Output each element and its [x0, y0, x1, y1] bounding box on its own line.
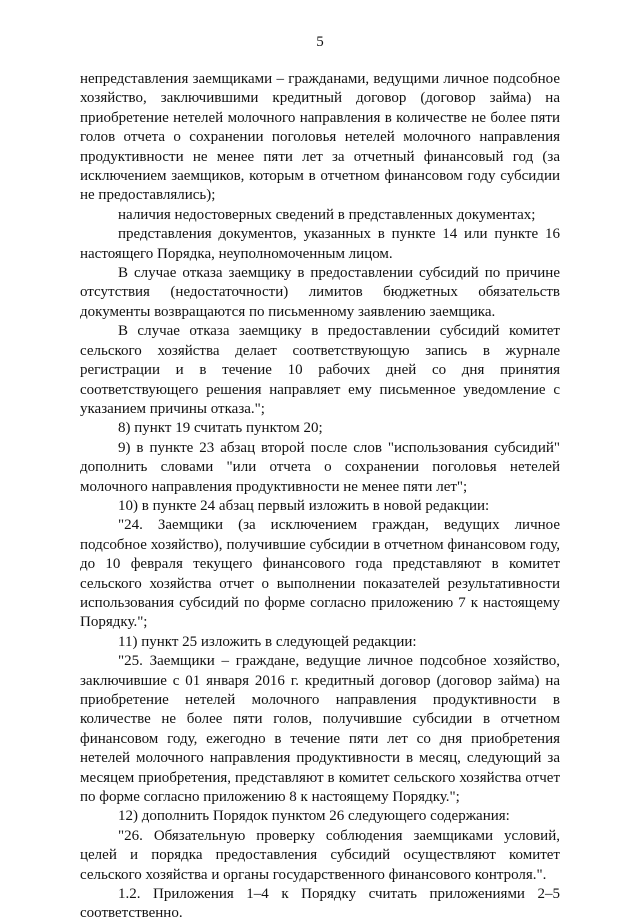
paragraph-13: "26. Обязательную проверку соблюдения заемщиками условий, целей и порядка предоставления субсидий осуществляют комитет сельского хозяйства и органы государственного финансового контроля.".: [80, 827, 560, 883]
paragraph-14: 1.2. Приложения 1–4 к Порядку считать приложениями 2–5 соответственно.: [80, 886, 560, 922]
paragraph-12: 12) дополнить Порядок пунктом 26 следующего содержания:: [118, 808, 510, 825]
paragraph-9: "24. Заемщики (за исключением граждан, ведущих личное подсобное хозяйство), получившие субсидии в отчетном финансовом году, до 10 февраля текущего финансового года представляют в комитет сельского хозяйства отчет о выполнении показателей результативности использования субсидий по форме согласно приложению 7 к настоящему Порядку.";: [80, 517, 560, 631]
page-number: 5: [316, 34, 324, 50]
paragraph-11: "25. Заемщики – граждане, ведущие личное подсобное хозяйство, заключившие с 01 января 2016 г. кредитный договор (договор займа) на приобретение нетелей молочного направления продуктивности в количестве не более пяти голов, получившие субсидии в отчетном финансовом году, ежегодно в течение пяти лет со дня приобретения нетелей молочного направления продуктивности в месяц, следующий за месяцем приобретения, представляют в комитет сельского хозяйства отчет по форме согласно приложению 8 к настоящему Порядку.";: [80, 653, 560, 806]
document-body: [80, 70, 560, 924]
paragraph-8: 10) в пункте 24 абзац первый изложить в новой редакции:: [118, 497, 490, 514]
paragraph-1: непредставления заемщиками – гражданами, ведущими личное подсобное хозяйство, заключившими кредитный договор (договор займа) на приобретение нетелей молочного направления в количестве не более пяти голов отчета о сохранении поголовья нетелей молочного направления продуктивности не менее пяти лет за отчетный финансовый год (за исключением заемщиков, которым в отчетном финансовом году субсидии не предоставлялись);: [80, 71, 560, 204]
paragraph-7: 9) в пункте 23 абзац второй после слов "использования субсидий" дополнить словами "или отчета о сохранении поголовья нетелей молочного направления продуктивности не менее пяти лет";: [80, 439, 560, 495]
paragraph-6: 8) пункт 19 считать пунктом 20;: [118, 420, 323, 437]
paragraph-5: В случае отказа заемщику в предоставлении субсидий комитет сельского хозяйства делает соответствующую запись в журнале регистрации и в течение 10 рабочих дней со дня принятия соответствующего решения направляет ему письменное уведомление с указанием причины отказа.";: [80, 323, 560, 417]
paragraph-3: представления документов, указанных в пункте 14 или пункте 16 настоящего Порядка, неуполномоченным лицом.: [80, 226, 560, 262]
paragraph-4: В случае отказа заемщику в предоставлении субсидий по причине отсутствия (недостаточности) лимитов бюджетных обязательств документы возвращаются по письменному заявлению заемщика.: [80, 265, 560, 320]
paragraph-2: наличия недостоверных сведений в представленных документах;: [118, 206, 536, 223]
paragraph-10: 11) пункт 25 изложить в следующей редакции:: [118, 633, 417, 650]
